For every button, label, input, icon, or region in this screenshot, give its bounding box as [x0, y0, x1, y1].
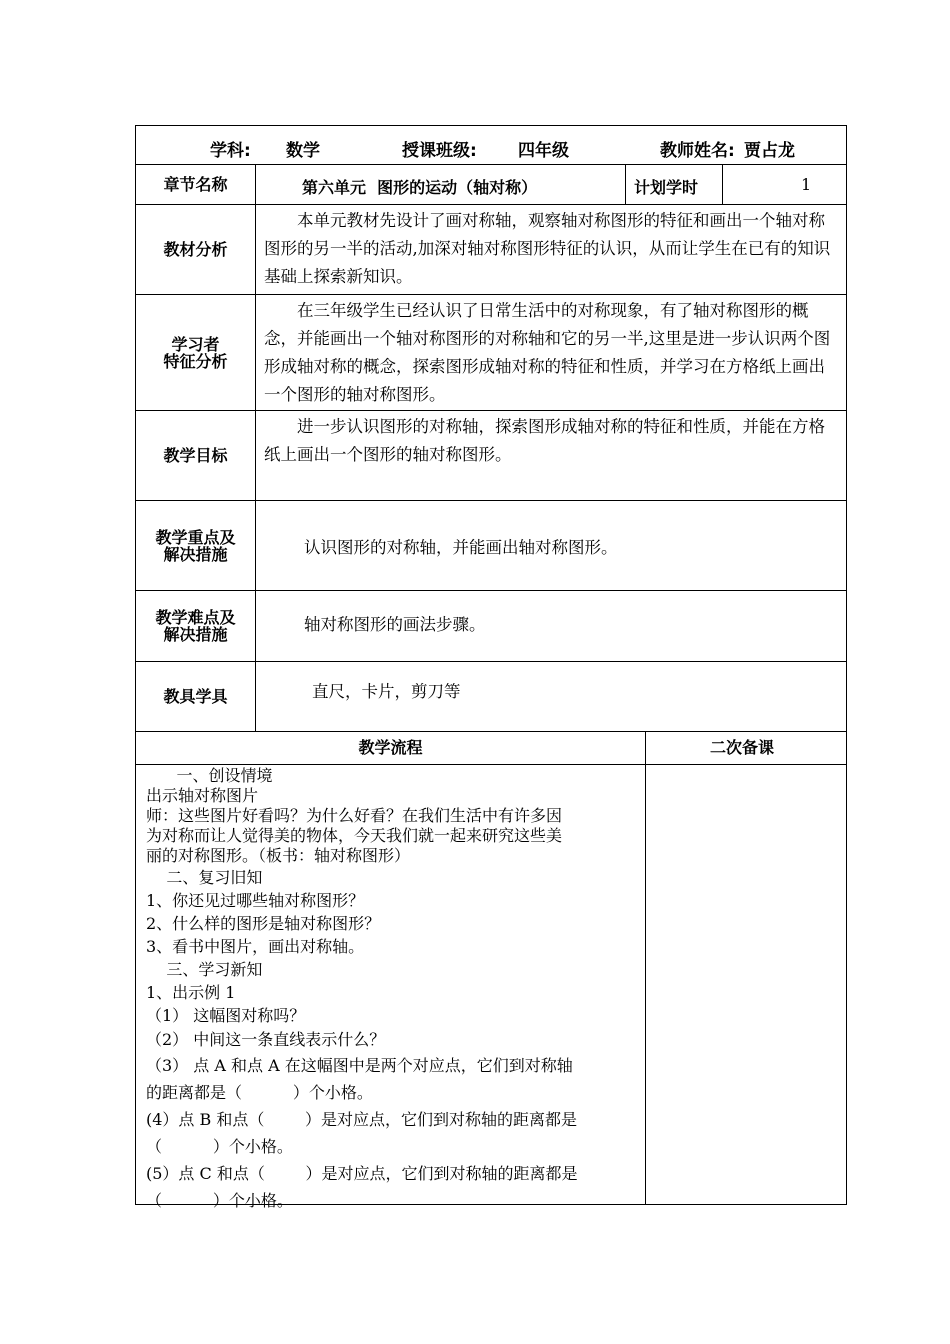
- flow-line-9: 3、看书中图片，画出对称轴。: [146, 937, 365, 956]
- material-analysis-row: [135, 205, 847, 295]
- planned-hours-label: 计划学时: [626, 165, 723, 204]
- chapter-row: [135, 165, 847, 205]
- key-points-label-line1: 教学重点及: [155, 527, 236, 547]
- header-row: [135, 125, 847, 165]
- flow-header-right: 二次备课: [710, 738, 775, 757]
- flow-line-12: （1） 这幅图对称吗？: [146, 1006, 306, 1025]
- flow-line-6: 二、复习旧知: [146, 868, 263, 887]
- teaching-goal-row: [135, 411, 847, 501]
- flow-line-1: 一、创设情境: [146, 766, 273, 785]
- flow-line-4: 为对称而让人觉得美的物体，今天我们就一起来研究这些美: [146, 826, 563, 845]
- flow-content: [136, 765, 646, 1210]
- learner-analysis-row: [135, 295, 847, 411]
- second-prep-column: [646, 765, 846, 1204]
- learner-analysis-label: [136, 295, 256, 410]
- learner-analysis-label-line2: 特征分析: [163, 351, 228, 371]
- flow-line-7: 1、你还见过哪些轴对称图形？: [146, 891, 365, 910]
- flow-line-3: 师：这些图片好看吗？为什么好看？在我们生活中有许多因: [146, 806, 563, 825]
- learner-analysis-label-line1: 学习者: [171, 334, 220, 354]
- flow-line-8: 2、什么样的图形是轴对称图形？: [146, 914, 381, 933]
- material-analysis-label: 教材分析: [136, 205, 256, 294]
- teacher-label: 教师姓名:: [660, 141, 735, 161]
- learner-analysis-text: 在三年级学生已经认识了日常生活中的对称现象，有了轴对称图形的概念，并能画出一个轴对称图形的对称轴和它的另一半,这里是进一步认识两个图形成轴对称的概念，探索图形成轴对称的特征和性质，并学习在方格纸上画出一个图形的轴对称图形。: [264, 301, 831, 404]
- difficult-points-row: [135, 591, 847, 662]
- class-value: 四年级: [518, 141, 569, 161]
- flow-line-11: 1、出示例 1: [146, 983, 236, 1002]
- difficult-points-label-line2: 解决措施: [163, 625, 228, 644]
- chapter-name: 第六单元 图形的运动（轴对称）: [256, 165, 626, 204]
- material-analysis-text: 本单元教材先设计了画对称轴，观察轴对称图形的特征和画出一个轴对称图形的另一半的活动,加深对轴对称图形特征的认识，从而让学生在已有的知识基础上探索新知识。: [264, 211, 831, 286]
- tools-text: 直尺，卡片，剪刀等: [312, 682, 461, 701]
- flow-line-13: （2） 中间这一条直线表示什么？: [146, 1030, 386, 1049]
- difficult-points-label: [136, 591, 256, 661]
- subject-value: 数学: [286, 141, 320, 161]
- flow-line-18: (5）点 C 和点（ ）是对应点，它们到对称轴的距离都是: [146, 1164, 578, 1183]
- planned-hours-value: 1: [801, 175, 812, 194]
- tools-row: [135, 662, 847, 732]
- flow-header-row: [135, 732, 847, 765]
- teacher-value: 贾占龙: [744, 141, 795, 161]
- flow-line-2: 出示轴对称图片: [146, 786, 259, 805]
- key-points-label: [136, 501, 256, 590]
- class-label: 授课班级:: [402, 141, 477, 161]
- flow-line-15: 的距离都是（ ）个小格。: [146, 1083, 373, 1102]
- chapter-label: 章节名称: [136, 165, 256, 204]
- flow-line-19: （ ）个小格。: [146, 1191, 293, 1210]
- flow-line-5: 丽的对称图形。（板书：轴对称图形）: [146, 846, 411, 865]
- key-points-row: [135, 501, 847, 591]
- flow-line-10: 三、学习新知: [146, 960, 263, 979]
- difficult-points-text: 轴对称图形的画法步骤。: [304, 615, 486, 634]
- flow-line-14: （3） 点 A 和点 A 在这幅图中是两个对应点，它们到对称轴: [146, 1056, 573, 1075]
- subject-label: 学科:: [210, 141, 251, 161]
- flow-header-left: 教学流程: [136, 732, 646, 764]
- flow-body-row: [135, 765, 847, 1210]
- tools-label: 教具学具: [136, 662, 256, 731]
- flow-line-17: （ ）个小格。: [146, 1137, 293, 1156]
- key-points-text: 认识图形的对称轴，并能画出轴对称图形。: [304, 538, 618, 557]
- teaching-goal-label: 教学目标: [136, 411, 256, 500]
- flow-line-16: (4）点 B 和点（ ）是对应点，它们到对称轴的距离都是: [146, 1110, 578, 1129]
- teaching-goal-text: 进一步认识图形的对称轴，探索图形成轴对称的特征和性质，并能在方格纸上画出一个图形的轴对称图形。: [264, 417, 825, 464]
- difficult-points-label-line1: 教学难点及: [155, 608, 236, 627]
- key-points-label-line2: 解决措施: [163, 544, 228, 564]
